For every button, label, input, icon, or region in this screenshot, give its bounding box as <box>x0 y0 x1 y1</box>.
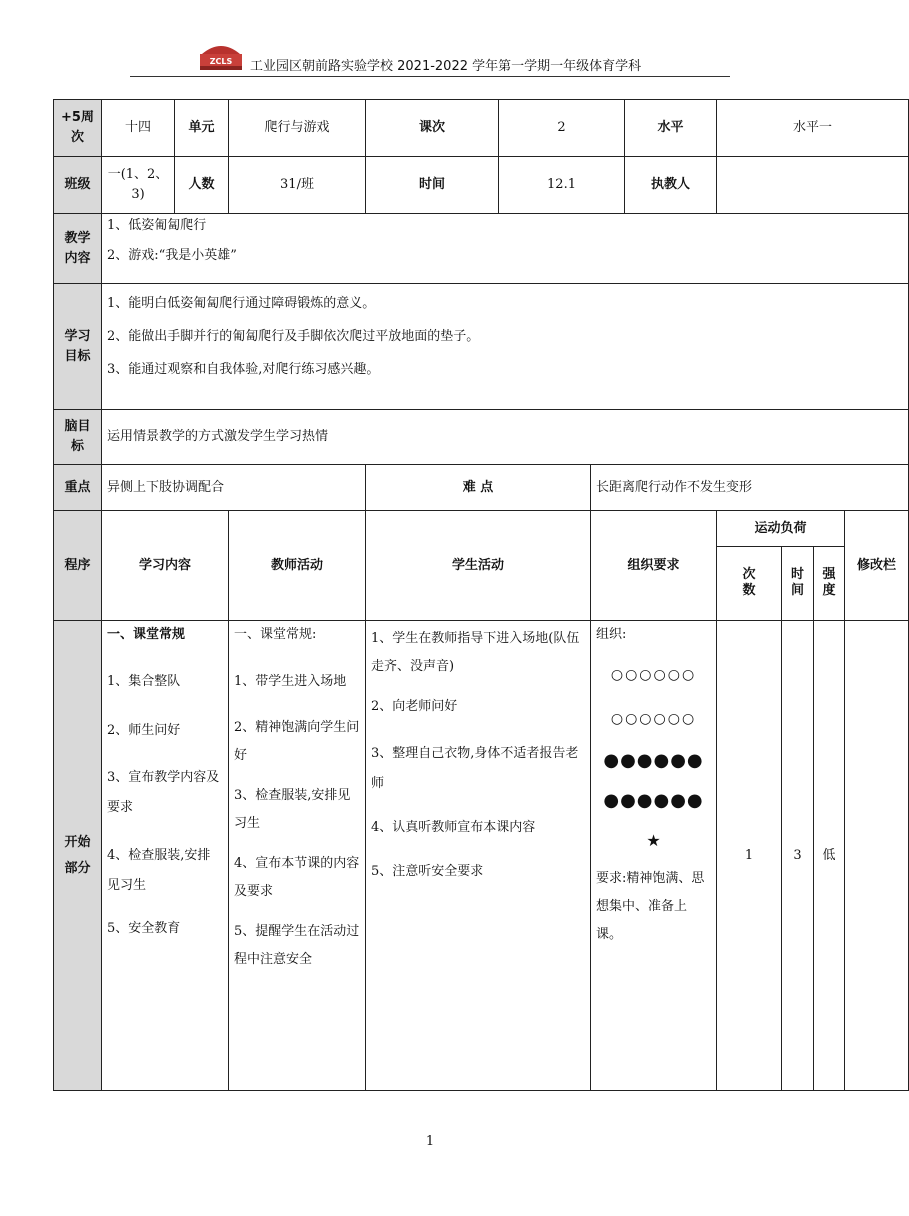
learning-item: 2、师生问好 <box>107 723 181 738</box>
teacher-label: 执教人 <box>625 157 717 214</box>
load-time: 3 <box>782 621 814 1091</box>
content-cell <box>102 214 909 284</box>
class-label: 班级 <box>54 157 102 214</box>
col-org: 组织要求 <box>591 511 717 621</box>
info-row-1 <box>54 100 909 157</box>
time-label: 时间 <box>366 157 499 214</box>
col-teacher: 教师活动 <box>229 511 366 621</box>
formation-row-hollow: ○○○○○○ <box>610 667 697 683</box>
content-item: 2、游戏:“我是小英雄” <box>107 248 237 263</box>
lesson-plan-table <box>53 99 909 1091</box>
brain-text: 运用情景教学的方式激发学生学习热情 <box>102 410 909 465</box>
org-cell <box>591 621 717 1091</box>
page-number: 1 <box>425 1134 435 1149</box>
unit-label: 单元 <box>175 100 229 157</box>
brain-row <box>54 410 909 465</box>
people-value: 31/班 <box>229 157 366 214</box>
week-label: +5周次 <box>54 100 102 157</box>
learning-item: 3、宣布教学内容及要求 <box>107 770 220 815</box>
difficulty-text: 长距离爬行动作不发生变形 <box>591 465 909 511</box>
people-label: 人数 <box>175 157 229 214</box>
student-item: 1、学生在教师指导下进入场地(队伍走齐、没声音) <box>371 631 580 674</box>
goals-row <box>54 284 909 410</box>
org-requirement: 要求:精神饱满、思想集中、准备上课。 <box>596 871 705 942</box>
col-load: 运动负荷 <box>717 511 845 547</box>
section-name: 开始部分 <box>54 621 102 1091</box>
brain-label: 脑目标 <box>54 410 102 465</box>
section-start-row <box>54 621 909 1091</box>
col-learning: 学习内容 <box>102 511 229 621</box>
class-value: 一(1、2、3) <box>102 157 175 214</box>
student-item: 2、向老师问好 <box>371 699 458 714</box>
col-student: 学生活动 <box>366 511 591 621</box>
key-label: 重点 <box>54 465 102 511</box>
week-value: 十四 <box>102 100 175 157</box>
student-item: 3、整理自己衣物,身体不适者报告老师 <box>371 746 579 791</box>
learning-item: 5、安全教育 <box>107 921 181 936</box>
column-header-row-1 <box>54 511 909 547</box>
lesson-value: 2 <box>499 100 625 157</box>
revise-cell <box>845 621 909 1091</box>
goal-item: 1、能明白低姿匍匐爬行通过障碍锻炼的意义。 <box>107 296 376 311</box>
col-procedure: 程序 <box>54 511 102 621</box>
col-intensity: 强度 <box>814 547 845 621</box>
school-logo-icon <box>196 40 246 72</box>
learning-item: 1、集合整队 <box>107 674 181 689</box>
key-text: 异侧上下肢协调配合 <box>102 465 366 511</box>
difficulty-label: 难 点 <box>366 465 591 511</box>
key-row <box>54 465 909 511</box>
org-title: 组织: <box>596 627 627 642</box>
teacher-item: 1、带学生进入场地 <box>234 674 347 689</box>
teacher-star-icon: ★ <box>646 831 661 850</box>
goals-label: 学习目标 <box>54 284 102 410</box>
teacher-item: 一、课堂常规: <box>234 627 317 642</box>
goal-item: 3、能通过观察和自我体验,对爬行练习感兴趣。 <box>107 362 380 377</box>
level-label: 水平 <box>625 100 717 157</box>
time-value: 12.1 <box>499 157 625 214</box>
student-item: 5、注意听安全要求 <box>371 864 484 879</box>
student-cell <box>366 621 591 1091</box>
load-intensity: 低 <box>814 621 845 1091</box>
learning-item: 4、检查服装,安排见习生 <box>107 848 211 893</box>
col-count: 次数 <box>717 547 782 621</box>
learning-cell <box>102 621 229 1091</box>
level-value: 水平一 <box>717 100 909 157</box>
student-item: 4、认真听教师宣布本课内容 <box>371 820 536 835</box>
col-revise: 修改栏 <box>845 511 909 621</box>
content-row <box>54 214 909 284</box>
teacher-item: 2、精神饱满向学生问好 <box>234 720 360 763</box>
goal-item: 2、能做出手脚并行的匍匐爬行及手脚依次爬过平放地面的垫子。 <box>107 329 480 344</box>
col-time: 时间 <box>782 547 814 621</box>
learning-title: 一、课堂常规 <box>107 627 186 642</box>
page-header <box>130 40 730 77</box>
teacher-cell <box>229 621 366 1091</box>
teacher-value <box>717 157 909 214</box>
info-row-2 <box>54 157 909 214</box>
teacher-item: 5、提醒学生在活动过程中注意安全 <box>234 924 360 967</box>
formation-row-solid: ●●●●●● <box>603 750 704 771</box>
content-item: 1、低姿匍匐爬行 <box>107 218 207 233</box>
formation-row-hollow: ○○○○○○ <box>610 711 697 727</box>
teacher-item: 4、宣布本节课的内容及要求 <box>234 856 360 899</box>
logo-text: ZCLS <box>209 57 233 66</box>
goals-cell <box>102 284 909 410</box>
header-title: 工业园区朝前路实验学校 2021-2022 学年第一学期一年级体育学科 <box>250 59 642 74</box>
teacher-item: 3、检查服装,安排见习生 <box>234 788 351 831</box>
unit-value: 爬行与游戏 <box>229 100 366 157</box>
lesson-label: 课次 <box>366 100 499 157</box>
formation-row-solid: ●●●●●● <box>603 790 704 811</box>
load-count: 1 <box>717 621 782 1091</box>
content-label: 教学内容 <box>54 214 102 284</box>
